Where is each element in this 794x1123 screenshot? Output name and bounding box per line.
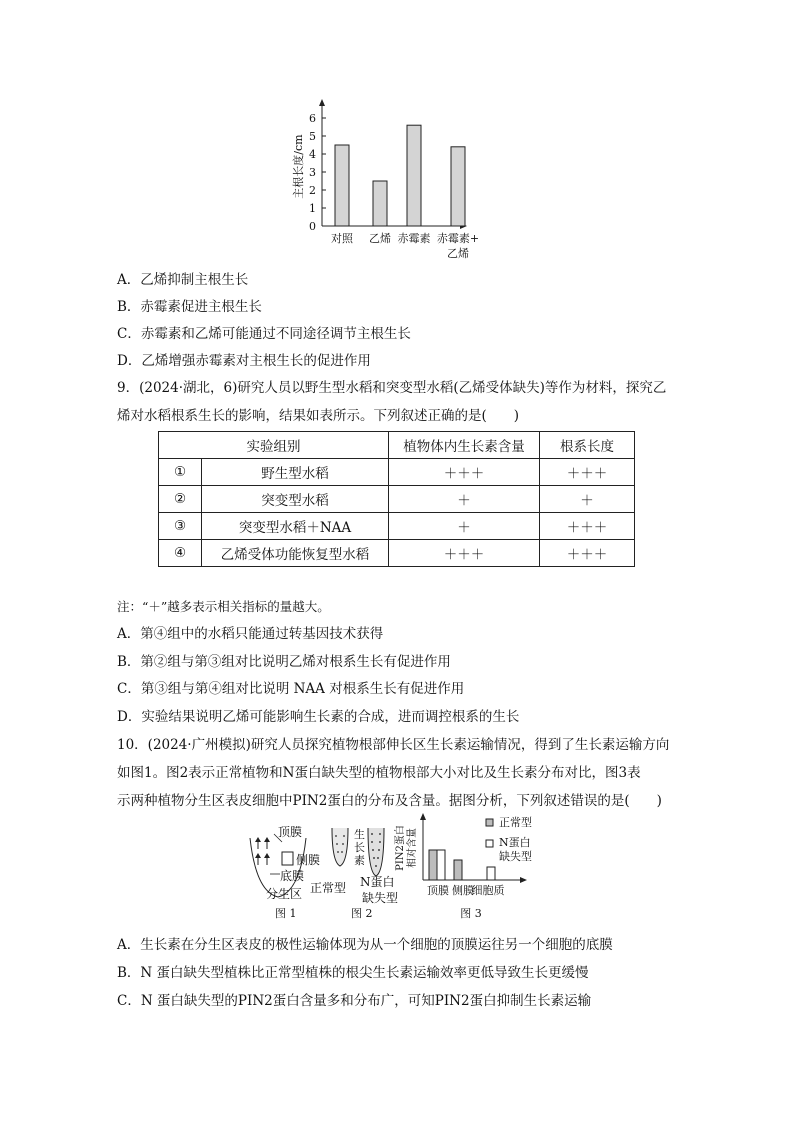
legend-normal-swatch — [486, 819, 493, 826]
fig2-normal-label: 正常型 — [310, 881, 347, 895]
legend-mutant-label-line2: 缺失型 — [499, 850, 532, 863]
epidermal-cell — [282, 852, 293, 865]
table-row — [159, 513, 635, 540]
results-table — [158, 431, 635, 567]
fig1-bottom-membrane-label: 底膜 — [280, 869, 305, 883]
legend-mutant-swatch — [486, 840, 493, 847]
y-tick-label: 0 — [309, 220, 316, 233]
bar — [373, 181, 387, 226]
header-group: 实验组别 — [159, 432, 389, 459]
fig3-x-tick-label: 侧膜 — [452, 884, 474, 897]
q9-note: 注：“＋”越多表示相关指标的量越大。 — [117, 599, 330, 614]
y-axis-arrow — [319, 99, 325, 106]
x-tick-label: 赤霉素 — [397, 232, 431, 245]
q9-option-c: C．第③组与第④组对比说明 NAA 对根系生长有促进作用 — [117, 681, 465, 697]
row-group: 突变型水稻＋NAA — [202, 513, 389, 540]
table-row — [159, 540, 635, 567]
q10-stem-line1: 10．(2024·广州模拟)研究人员探究植物根部伸长区生长素运输情况，得到了生长素运输方向 — [117, 737, 670, 753]
legend-normal-label: 正常型 — [499, 816, 532, 829]
fig3-x-arrow — [520, 877, 527, 883]
legend-mutant-label-line1: N蛋白 — [499, 836, 531, 849]
y-tick-label: 3 — [309, 166, 316, 179]
q9-stem-line2: 烯对水稻根系生长的影响，结果如表所示。下列叙述正确的是( ) — [117, 408, 520, 424]
y-axis-label: 主根长度/cm — [292, 134, 305, 199]
q9-option-d: D．实验结果说明乙烯可能影响生长素的合成，进而调控根系的生长 — [117, 709, 520, 725]
q8-option-b: B．赤霉素促进主根生长 — [117, 299, 262, 315]
fig3-bar-normal — [429, 850, 437, 880]
row-group: 野生型水稻 — [202, 459, 389, 486]
q10-option-c: C．N 蛋白缺失型的PIN2蛋白含量多和分布广，可知PIN2蛋白抑制生长素运输 — [117, 993, 592, 1009]
fig3-y-arrow — [420, 813, 426, 820]
header-root-length: 根系长度 — [540, 432, 635, 459]
figure-3-pin2-bar-chart — [393, 812, 553, 922]
y-tick-label: 2 — [309, 184, 316, 197]
fig3-bar-normal — [454, 860, 462, 880]
row-number: ③ — [159, 513, 202, 540]
row-auxin: ＋＋＋ — [389, 540, 540, 567]
row-root-length: ＋＋＋ — [540, 513, 635, 540]
figure-2-root-comparison — [306, 822, 406, 922]
fig2-mutant-label-line1: N蛋白 — [360, 875, 395, 889]
q8-option-d: D．乙烯增强赤霉素对主根生长的促进作用 — [117, 353, 371, 369]
fig1-meristem-label: 分生区 — [266, 887, 303, 901]
fig2-caption: 图 2 — [351, 907, 373, 920]
fig1-caption: 图 1 — [275, 907, 297, 920]
fig3-caption: 图 3 — [460, 907, 482, 920]
row-number: ① — [159, 459, 202, 486]
fig2-auxin-char: 生 — [354, 828, 365, 841]
q8-option-a: A．乙烯抑制主根生长 — [117, 272, 249, 288]
x-tick-label: 赤霉素+ — [436, 232, 480, 245]
y-tick-label: 6 — [309, 112, 316, 125]
y-tick-label: 1 — [309, 202, 316, 215]
row-auxin: ＋ — [389, 486, 540, 513]
fig3-y-label-line1: PIN2蛋白 — [395, 825, 406, 871]
table-row — [159, 459, 635, 486]
row-root-length: ＋ — [540, 486, 635, 513]
row-root-length: ＋＋＋ — [540, 459, 635, 486]
table-row — [159, 486, 635, 513]
bar — [451, 147, 465, 226]
fig2-auxin-vertical-label — [354, 827, 365, 867]
q9-option-a: A．第④组中的水稻只能通过转基因技术获得 — [117, 626, 384, 642]
x-tick-label: 对照 — [331, 232, 353, 245]
row-auxin: ＋ — [389, 513, 540, 540]
table-header-row — [159, 432, 635, 459]
fig3-x-tick-label: 顶膜 — [427, 884, 449, 897]
fig2-auxin-char: 长 — [354, 841, 365, 854]
fig3-x-tick-label: 细胞质 — [471, 884, 505, 897]
y-tick-label: 4 — [309, 148, 316, 161]
header-auxin: 植物体内生长素含量 — [389, 432, 540, 459]
q10-option-b: B．N 蛋白缺失型植株比正常型植株的根尖生长素运输效率更低导致生长更缓慢 — [117, 965, 589, 981]
auxin-arrows-left — [258, 839, 267, 865]
fig1-top-membrane-label: 顶膜 — [278, 825, 303, 839]
row-auxin: ＋＋＋ — [389, 459, 540, 486]
row-number: ② — [159, 486, 202, 513]
q9-stem-line1: 9．(2024·湖北，6)研究人员以野生型水稻和突变型水稻(乙烯受体缺失)等作为材料，探究乙 — [117, 380, 667, 396]
fig2-auxin-char: 素 — [354, 854, 365, 867]
fig1-side-membrane-label: 侧膜 — [296, 853, 321, 867]
row-root-length: ＋＋＋ — [540, 540, 635, 567]
x-tick-label: 乙烯 — [369, 232, 391, 245]
fig2-mutant-label-line2: 缺失型 — [362, 891, 399, 905]
row-group: 突变型水稻 — [202, 486, 389, 513]
fig3-bar-mutant — [487, 867, 495, 880]
row-group: 乙烯受体功能恢复型水稻 — [202, 540, 389, 567]
mutant-root-outline — [368, 828, 384, 876]
row-number: ④ — [159, 540, 202, 567]
root-length-bar-chart — [280, 98, 510, 263]
bar — [335, 145, 349, 226]
q9-option-b: B．第②组与第③组对比说明乙烯对根系生长有促进作用 — [117, 654, 451, 670]
q10-stem-line2: 如图1。图2表示正常植物和N蛋白缺失型的植物根部大小对比及生长素分布对比，图3表 — [117, 765, 641, 781]
q10-stem-line3: 示两种植物分生区表皮细胞中PIN2蛋白的分布及含量。据图分析，下列叙述错误的是( ) — [117, 793, 662, 809]
fig3-y-label-line2: 相对含量 — [407, 828, 418, 868]
y-tick-label: 5 — [309, 130, 316, 143]
fig3-bar-mutant — [437, 850, 445, 880]
normal-root-outline — [332, 828, 348, 866]
arrow-heads — [255, 837, 270, 858]
q10-option-a: A．生长素在分生区表皮的极性运输体现为从一个细胞的顶膜运往另一个细胞的底膜 — [117, 937, 613, 953]
bar — [407, 125, 421, 226]
q8-option-c: C．赤霉素和乙烯可能通过不同途径调节主根生长 — [117, 326, 411, 342]
x-tick-label: 乙烯 — [447, 247, 469, 260]
